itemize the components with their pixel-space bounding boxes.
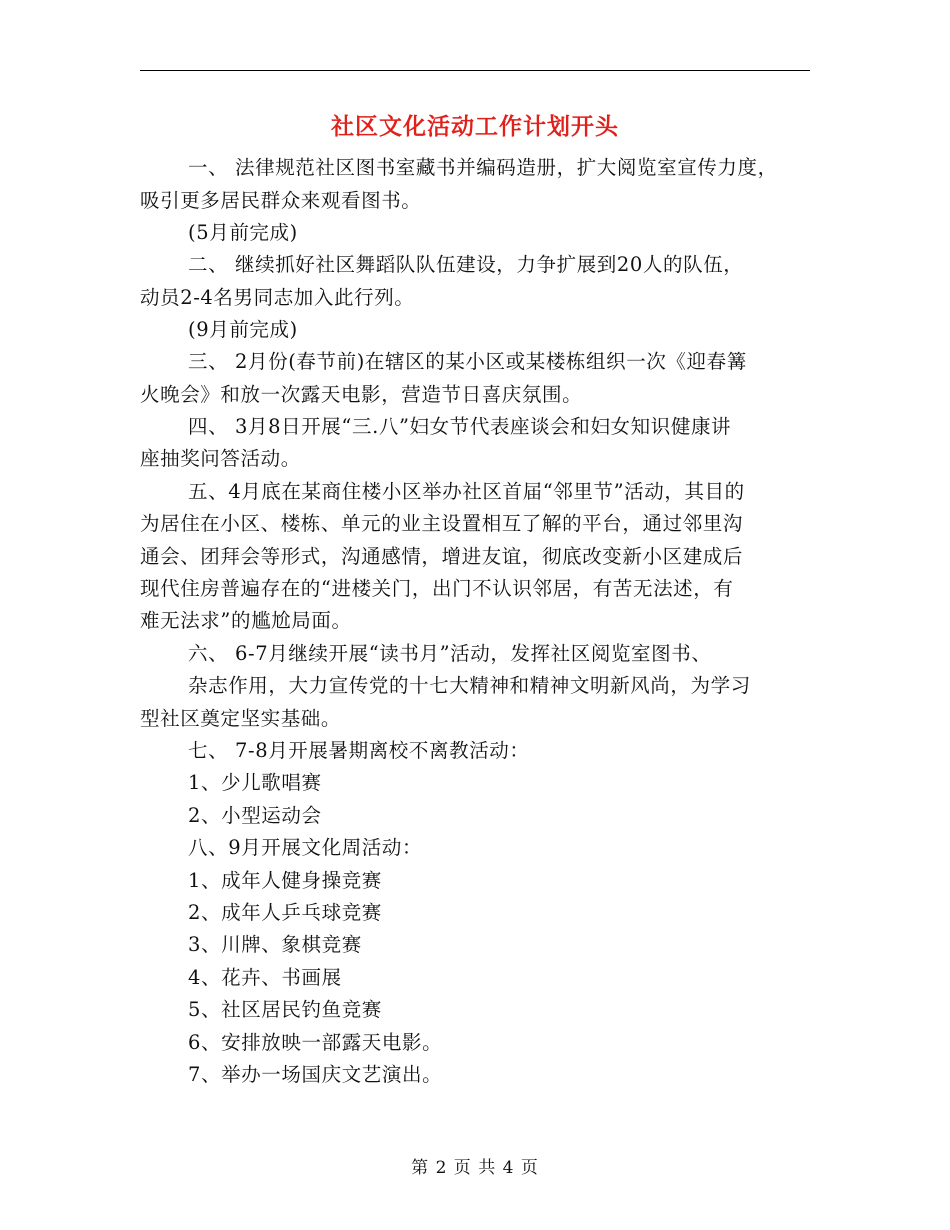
- list-item: 3、川牌、象棋竞赛: [188, 933, 362, 956]
- page-number: 第 2 页 共 4 页: [411, 1158, 539, 1178]
- paragraph-line: 一、 法律规范社区图书室藏书并编码造册，扩大阅览室宣传力度，: [188, 156, 778, 179]
- paragraph-line: 四、 3月8日开展“三.八”妇女节代表座谈会和妇女知识健康讲: [188, 415, 732, 438]
- paragraph-line: 六、 6-7月继续开展“读书月”活动，发挥社区阅览室图书、: [188, 642, 712, 665]
- document-title: 社区文化活动工作计划开头: [331, 113, 619, 140]
- paragraph-line: 七、 7-8月开展暑期离校不离教活动：: [188, 739, 530, 762]
- paragraph-line: 二、 继续抓好社区舞蹈队队伍建设，力争扩展到20人的队伍，: [188, 253, 744, 276]
- paragraph-line: 火晚会》和放一次露天电影，营造节日喜庆氛围。: [140, 383, 583, 406]
- list-item: 1、少儿歌唱赛: [188, 771, 322, 794]
- paragraph-line: 八、9月开展文化周活动：: [188, 836, 423, 859]
- paragraph-line: 杂志作用，大力宣传党的十七大精神和精神文明新风尚，为学习: [188, 674, 751, 697]
- paragraph-line: 动员2-4名男同志加入此行列。: [140, 286, 415, 309]
- list-item: 1、成年人健身操竞赛: [188, 869, 382, 892]
- paragraph-line: 型社区奠定坚实基础。: [140, 707, 342, 730]
- paragraph-line: 三、 2月份(春节前)在辖区的某小区或某楼栋组织一次《迎春篝: [188, 350, 747, 373]
- header-rule: [140, 70, 810, 71]
- paragraph-line: (9月前完成): [188, 318, 298, 341]
- list-item: 4、花卉、书画展: [188, 966, 342, 989]
- paragraph-line: 通会、团拜会等形式，沟通感情，增进友谊，彻底改变新小区建成后: [140, 545, 744, 568]
- list-item: 5、社区居民钓鱼竞赛: [188, 998, 382, 1021]
- paragraph-line: 座抽奖问答活动。: [140, 447, 301, 470]
- list-item: 6、安排放映一部露天电影。: [188, 1031, 443, 1054]
- list-item: 2、成年人乒乓球竞赛: [188, 901, 382, 924]
- paragraph-line: 现代住房普遍存在的“进楼关门，出门不认识邻居，有苦无法述，有: [140, 577, 734, 600]
- list-item: 2、小型运动会: [188, 804, 322, 827]
- paragraph-line: 吸引更多居民群众来观看图书。: [140, 189, 422, 212]
- paragraph-line: 难无法求”的尴尬局面。: [140, 609, 352, 632]
- paragraph-line: (5月前完成): [188, 221, 298, 244]
- paragraph-line: 五、4月底在某商住楼小区举办社区首届“邻里节”活动，其目的: [188, 480, 745, 503]
- paragraph-line: 为居住在小区、楼栋、单元的业主设置相互了解的平台，通过邻里沟: [140, 512, 744, 535]
- list-item: 7、举办一场国庆文艺演出。: [188, 1063, 443, 1086]
